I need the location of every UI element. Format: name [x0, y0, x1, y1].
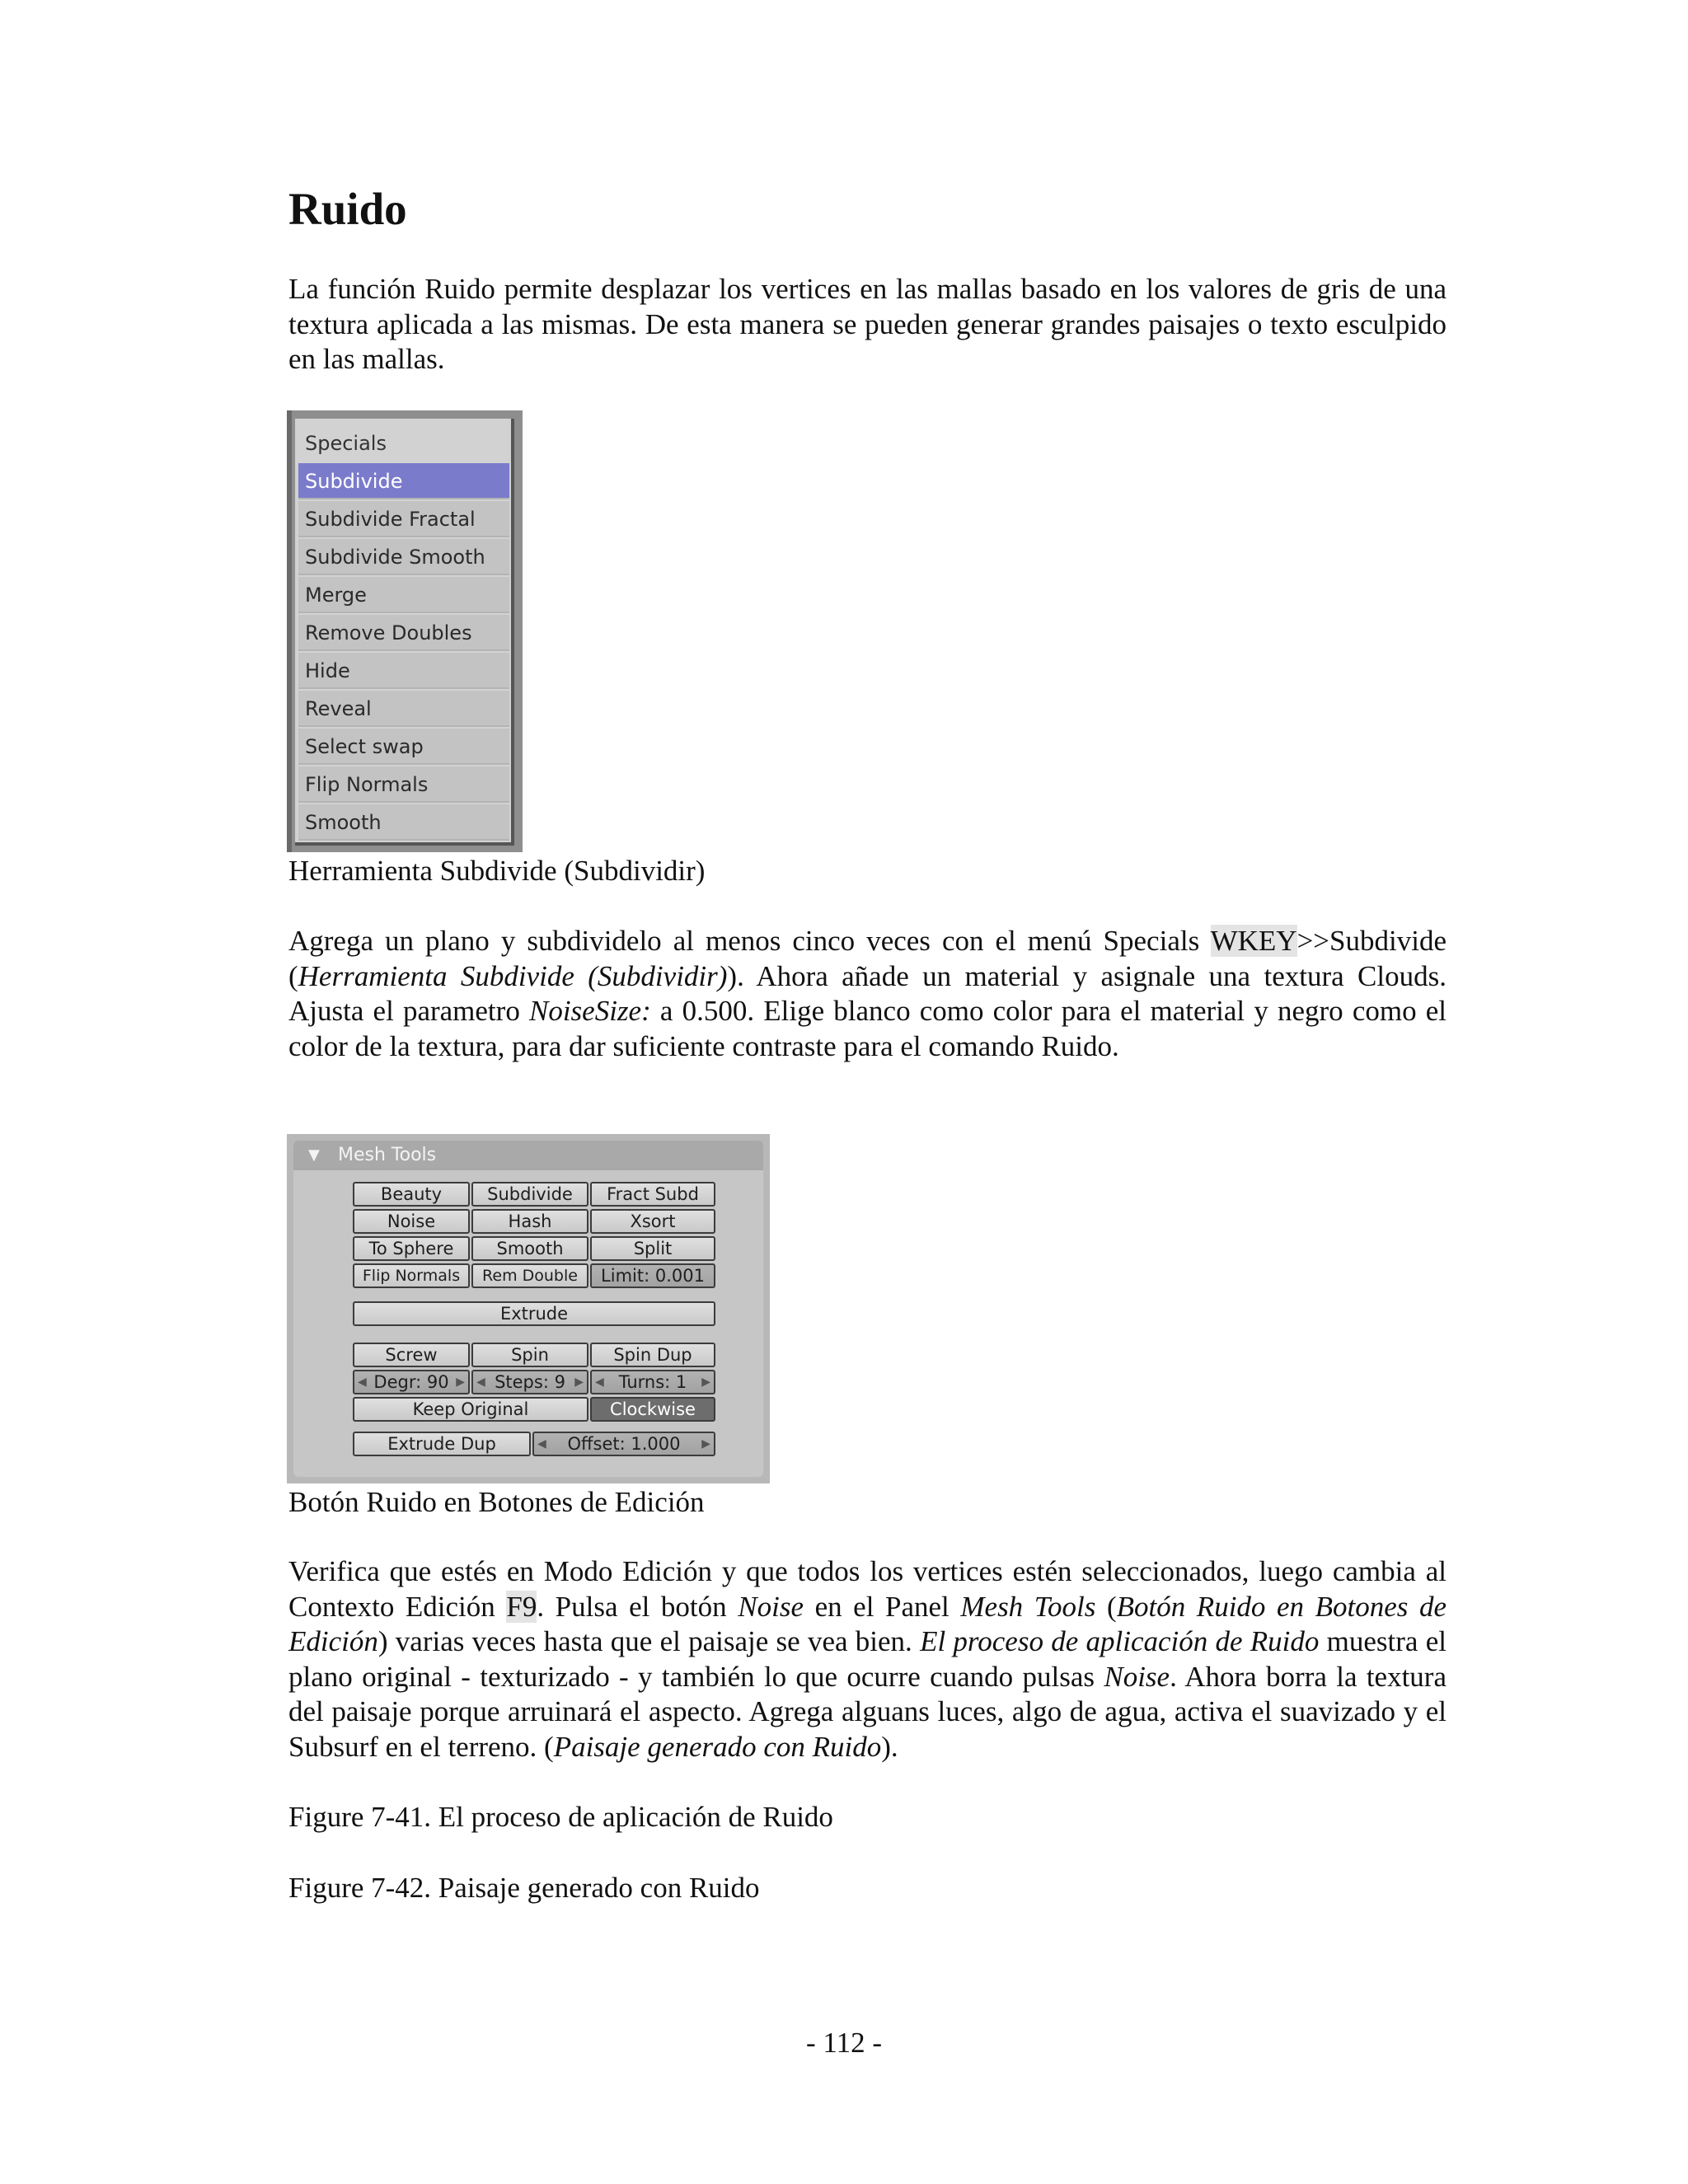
- intro-paragraph: La función Ruido permite desplazar los vertices en las mallas basado en los valores de gris de una textura aplicada a las mismas. De esta manera se pueden generar grandes paisajes o texto esculpido en las mallas.: [288, 273, 1447, 375]
- offset-field[interactable]: [532, 1432, 715, 1456]
- menu-item-merge[interactable]: Merge: [298, 577, 509, 613]
- menu-header: Specials: [298, 425, 509, 462]
- screw-button[interactable]: Screw: [353, 1343, 470, 1367]
- menu-item-hide[interactable]: Hide: [298, 653, 509, 689]
- subdivide-paragraph: [288, 924, 1447, 1064]
- crossref-subdivide[interactable]: Herramienta Subdivide (Subdividir): [298, 959, 728, 992]
- split-button[interactable]: Split: [590, 1236, 715, 1261]
- increment-arrow-icon[interactable]: ▶: [701, 1437, 710, 1451]
- steps-field[interactable]: [471, 1370, 588, 1394]
- specials-menu: [295, 419, 514, 846]
- text-run: en el Panel: [803, 1590, 961, 1623]
- clockwise-toggle[interactable]: Clockwise: [590, 1397, 715, 1422]
- decrement-arrow-icon[interactable]: ◀: [476, 1376, 485, 1389]
- text-run: . Ahora borra la textura del paisaje porque arruinará el aspecto. Agrega alguans luces, algo de agua, activa el suavizado y el Subsurf en el terreno. (: [288, 1660, 1447, 1763]
- flip-normals-button[interactable]: Flip Normals: [353, 1263, 470, 1288]
- keep-original-toggle[interactable]: Keep Original: [353, 1397, 588, 1422]
- decrement-arrow-icon[interactable]: ◀: [358, 1376, 367, 1389]
- offset-value: Offset: 1.000: [567, 1434, 681, 1454]
- key-wkey: WKEY: [1210, 925, 1297, 957]
- text-run: muestra el plano original - texturizado - y también lo que ocurre cuando pulsas: [288, 1625, 1447, 1693]
- degr-field[interactable]: [353, 1370, 470, 1394]
- subdivide-button[interactable]: Subdivide: [471, 1182, 588, 1207]
- steps-value: Steps: 9: [495, 1372, 565, 1392]
- spin-button[interactable]: Spin: [471, 1343, 588, 1367]
- figure-caption-subdivide: Herramienta Subdivide (Subdividir): [288, 855, 706, 887]
- menu-shadow: [287, 410, 292, 852]
- fract-subd-button[interactable]: Fract Subd: [590, 1182, 715, 1207]
- menu-item-subdivide[interactable]: Subdivide: [298, 463, 509, 499]
- mesh-tools-term: Mesh Tools: [960, 1590, 1096, 1623]
- text-run: Agrega un plano y subdividelo al menos cinco veces con el menú Specials: [288, 925, 1211, 957]
- to-sphere-button[interactable]: To Sphere: [353, 1236, 470, 1261]
- crossref-noise-process[interactable]: El proceso de aplicación de Ruido: [920, 1625, 1320, 1657]
- noise-term: Noise: [738, 1590, 804, 1623]
- text-run: ) varias veces hasta que el paisaje se vea bien.: [377, 1625, 921, 1657]
- menu-item-remove-doubles[interactable]: Remove Doubles: [298, 615, 509, 651]
- page-title: Ruido: [288, 184, 407, 234]
- smooth-button[interactable]: Smooth: [471, 1236, 588, 1261]
- specials-menu-screenshot: [287, 410, 523, 852]
- text-run: >>Subdivide (: [288, 925, 1447, 992]
- key-f9: F9: [506, 1590, 537, 1623]
- panel-header[interactable]: [293, 1141, 763, 1170]
- text-run: Verifica que estés en Modo Edición y que todos los vertices estén seleccionados, luego cambia al Contexto Edición: [288, 1555, 1447, 1623]
- limit-field[interactable]: Limit: 0.001: [590, 1263, 715, 1288]
- crossref-landscape[interactable]: Paisaje generado con Ruido: [553, 1730, 882, 1763]
- increment-arrow-icon[interactable]: ▶: [701, 1376, 710, 1389]
- hash-button[interactable]: Hash: [471, 1209, 588, 1234]
- text-run: . Pulsa el botón: [537, 1590, 738, 1623]
- menu-item-flip-normals[interactable]: Flip Normals: [298, 766, 509, 803]
- menu-item-select-swap[interactable]: Select swap: [298, 729, 509, 765]
- mesh-tools-screenshot: [287, 1134, 770, 1483]
- decrement-arrow-icon[interactable]: ◀: [595, 1376, 604, 1389]
- xsort-button[interactable]: Xsort: [590, 1209, 715, 1234]
- text-run: ). Ahora añade un material y asignale una textura Clouds. Ajusta el parametro: [288, 959, 1447, 1027]
- crossref-noise-button[interactable]: Botón Ruido en Botones de Edición: [288, 1590, 1447, 1657]
- degr-value: Degr: 90: [373, 1372, 449, 1392]
- menu-item-smooth[interactable]: Smooth: [298, 804, 509, 841]
- menu-item-reveal[interactable]: Reveal: [298, 691, 509, 727]
- page-number: - 112 -: [805, 2027, 882, 2059]
- spin-dup-button[interactable]: Spin Dup: [590, 1343, 715, 1367]
- figure-7-41-caption: Figure 7-41. El proceso de aplicación de Ruido: [288, 1801, 833, 1833]
- increment-arrow-icon[interactable]: ▶: [456, 1376, 465, 1389]
- menu-item-subdivide-smooth[interactable]: Subdivide Smooth: [298, 539, 509, 575]
- param-noisesize: NoiseSize:: [528, 995, 651, 1027]
- text-run: a 0.500. Elige blanco como color para el material y negro como el color de la textura, para dar suficiente contraste para el comando Ruido.: [288, 995, 1447, 1062]
- panel-title: Mesh Tools: [338, 1145, 437, 1165]
- noise-button[interactable]: Noise: [353, 1209, 470, 1234]
- rem-double-button[interactable]: Rem Double: [471, 1263, 588, 1288]
- turns-field[interactable]: [590, 1370, 715, 1394]
- noise-paragraph: [288, 1554, 1447, 1765]
- noise-term: Noise: [1104, 1660, 1170, 1693]
- menu-item-subdivide-fractal[interactable]: Subdivide Fractal: [298, 501, 509, 537]
- decrement-arrow-icon[interactable]: ◀: [537, 1437, 546, 1451]
- text-run: ).: [881, 1730, 898, 1763]
- collapse-triangle-icon[interactable]: ▼: [308, 1146, 320, 1164]
- text-run: (: [1095, 1590, 1117, 1623]
- extrude-button[interactable]: Extrude: [353, 1301, 715, 1326]
- increment-arrow-icon[interactable]: ▶: [574, 1376, 584, 1389]
- figure-7-42-caption: Figure 7-42. Paisaje generado con Ruido: [288, 1872, 760, 1904]
- extrude-dup-button[interactable]: Extrude Dup: [353, 1432, 531, 1456]
- turns-value: Turns: 1: [618, 1372, 687, 1392]
- beauty-button[interactable]: Beauty: [353, 1182, 470, 1207]
- figure-caption-noise-button: Botón Ruido en Botones de Edición: [288, 1486, 705, 1518]
